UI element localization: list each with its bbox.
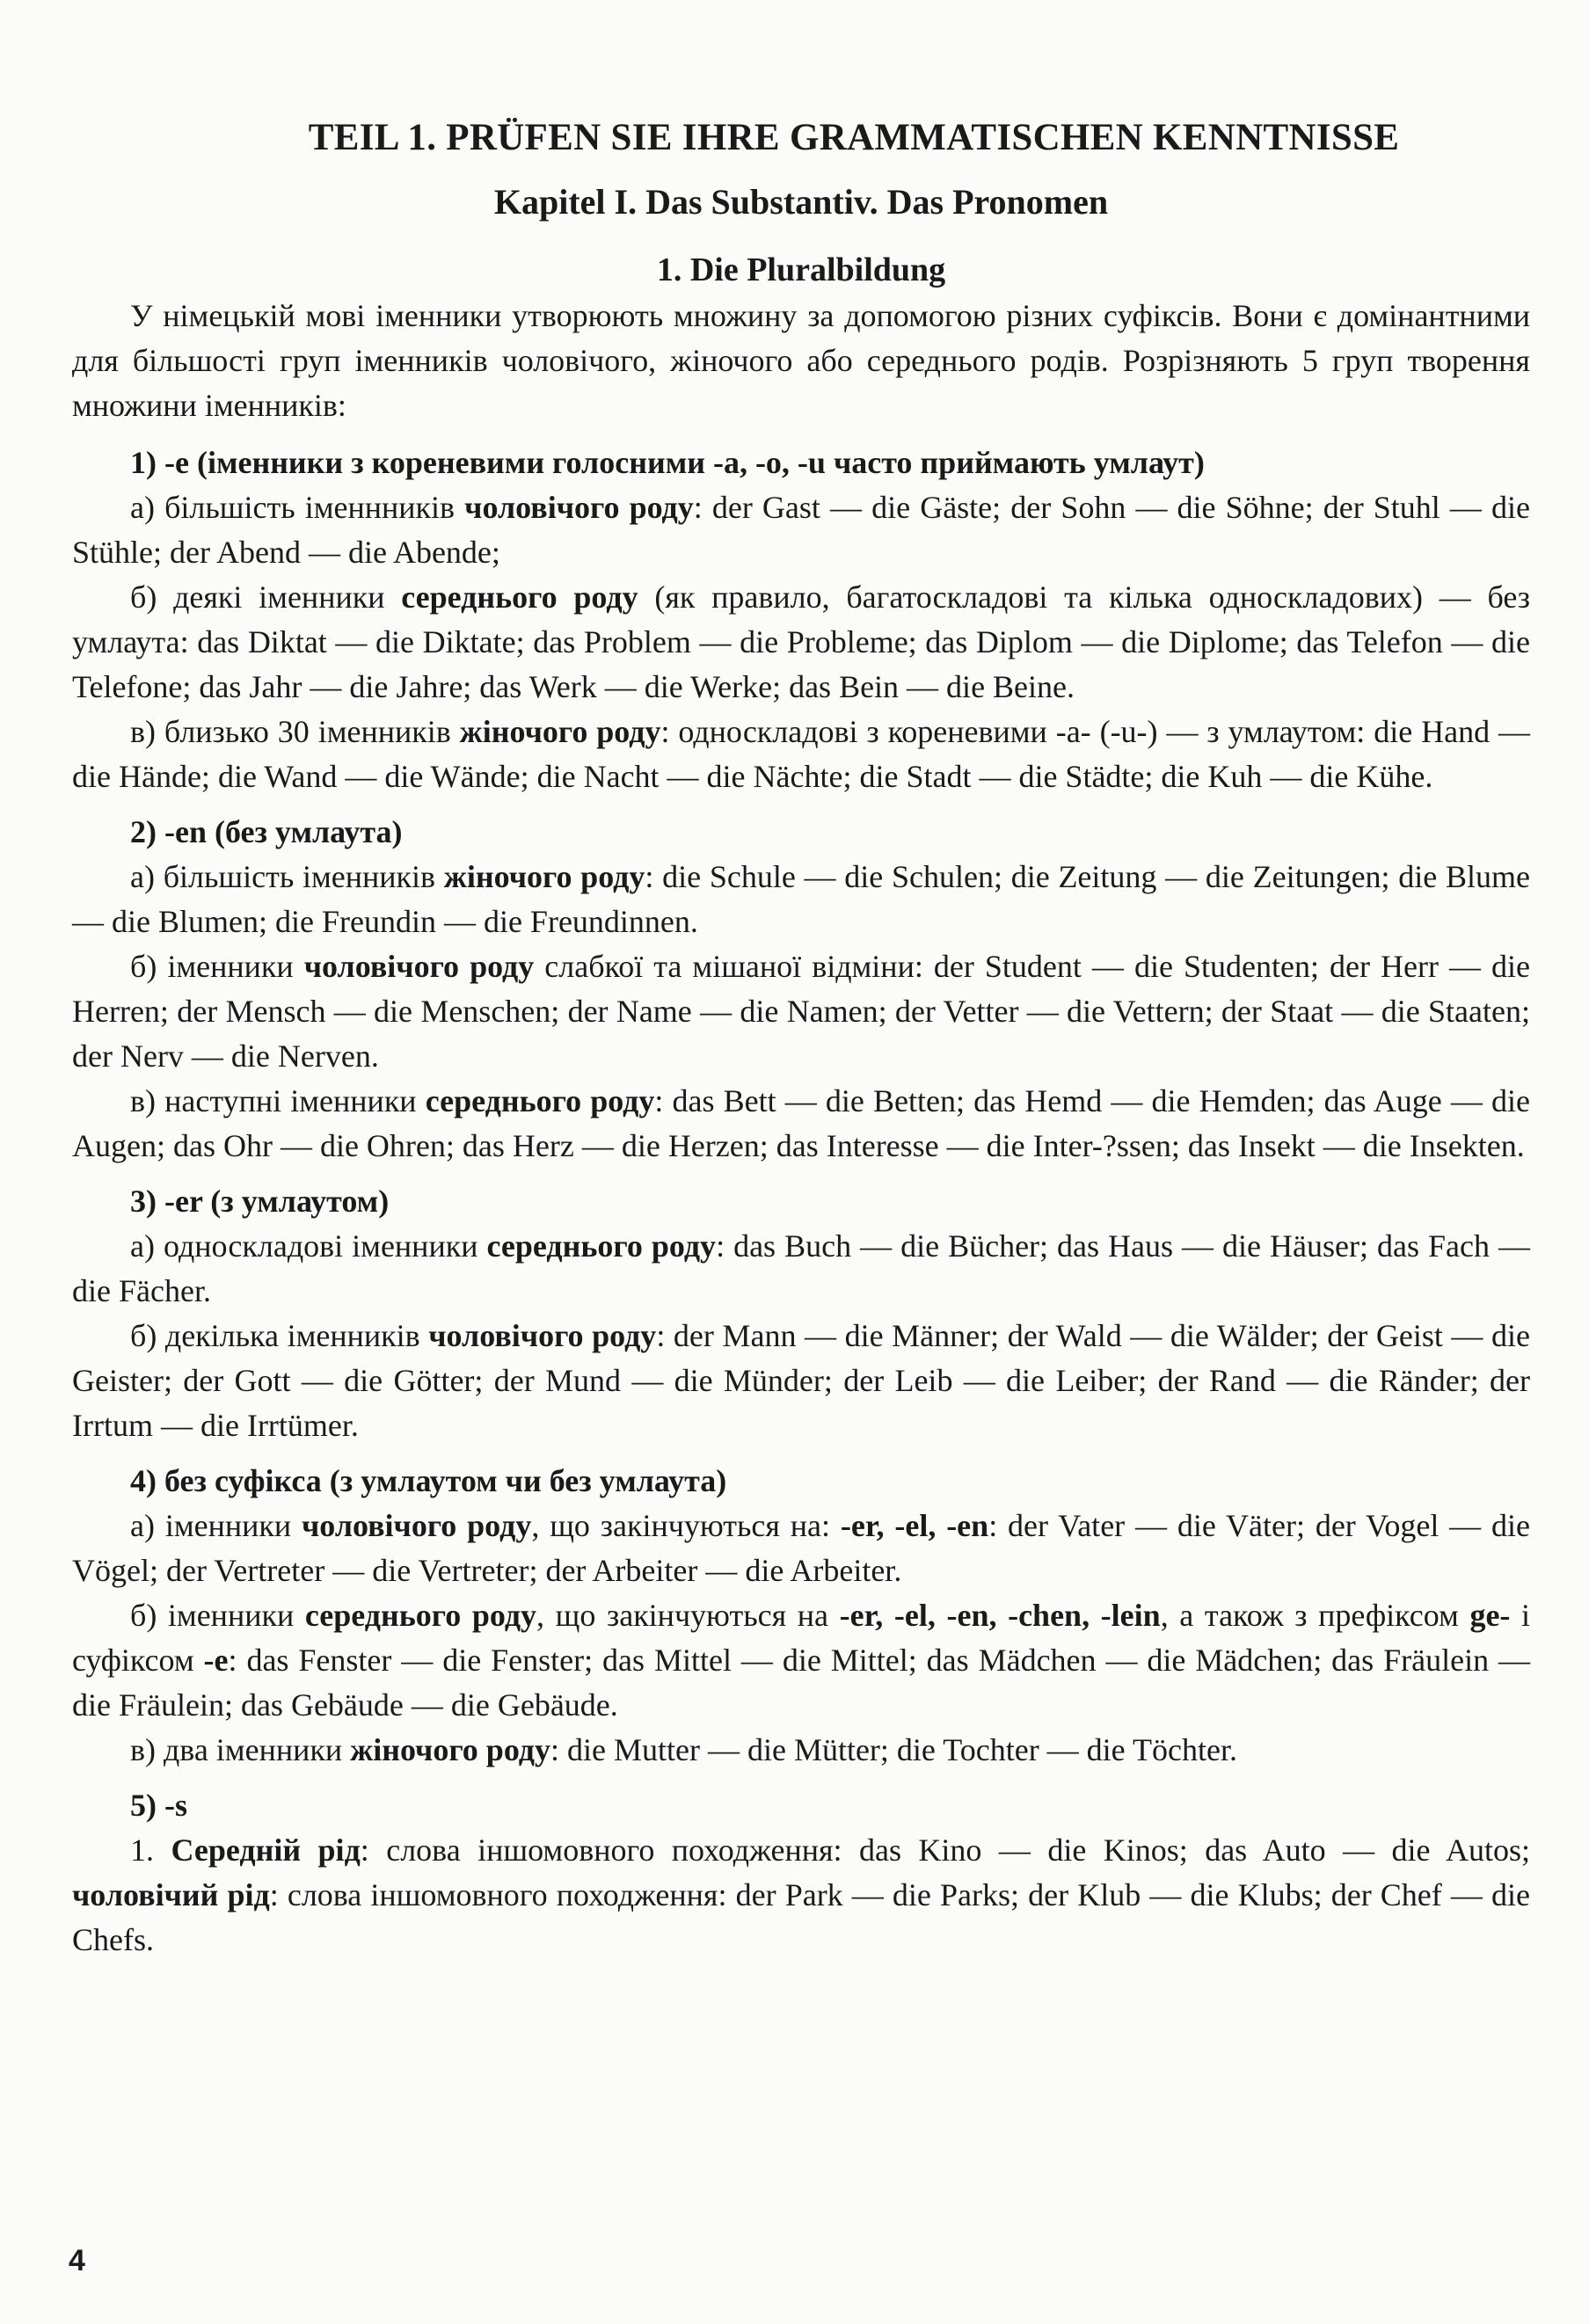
chapter-title: Kapitel I. Das Substantiv. Das Pronomen — [493, 182, 1109, 222]
group-2-item-b: б) іменники чоловічого роду слабкої та мішаної відміни: der Student — die Studenten; der Herr — die Herren; der Mensch — die Menschen; der Name — die Namen; der Vetter — die Vettern; der Staat — die Staaten; der Nerv — die Nerven. — [72, 949, 1530, 1074]
group-4-item-c: в) два іменники жіночого роду: die Mutter — die Mütter; die Tochter — die Töchter. — [130, 1732, 1237, 1767]
group-4-heading: 4) без суфікса (з умлаутом чи без умлаута) — [130, 1463, 727, 1498]
group-4-item-b: б) іменники середнього роду, що закінчуються на -er, -el, -en, -chen, -lein, а також з префіксом ge- і суфіксом -е: das Fenster — die Fenster; das Mittel — die Mittel; das Mädchen — die Mädchen; das Fräulein — die Fräulein; das Gebäude — die Gebäude. — [72, 1598, 1531, 1723]
group-5-heading: 5) -s — [130, 1788, 187, 1823]
page-content — [72, 88, 1530, 1963]
group-3-heading: 3) -er (з умлаутом) — [130, 1184, 390, 1219]
group-1-heading: 1) -е (іменники з кореневими голосними -а, -о, -u часто приймають умлаут) — [130, 445, 1205, 480]
part-title: TEIL 1. PRÜFEN SIE IHRE GRAMMATISCHEN KENNTNISSE — [308, 117, 1400, 158]
intro-paragraph: У німецькій мові іменники утворюють множину за допомогою різних суфіксів. Вони є домінантними для більшості груп іменників чоловічого, жіночого або середнього родів. Розрізняють 5 груп творення множини іменників: — [72, 298, 1530, 423]
group-2-item-a: а) більшість іменників жіночого роду: die Schule — die Schulen; die Zeitung — die Zeitungen; die Blume — die Blumen; die Freundin — die Freundinnen. — [72, 859, 1530, 939]
group-1-item-c: в) близько 30 іменників жіночого роду: односкладові з кореневими -а- (-u-) — з умлаутом: die Hand — die Hände; die Wand — die Wände; die Nacht — die Nächte; die Stadt — die Städte; die Kuh — die Kühe. — [72, 714, 1530, 794]
group-4-item-a: а) іменники чоловічого роду, що закінчуються на: -er, -el, -en: der Vater — die Väter; der Vogel — die Vögel; der Vertreter — die Vertreter; der Arbeiter — die Arbeiter. — [72, 1508, 1530, 1588]
group-3-item-a: а) односкладові іменники середнього роду: das Buch — die Bücher; das Haus — die Häuser; das Fach — die Fächer. — [72, 1228, 1531, 1308]
group-2-heading: 2) -en (без умлаута) — [130, 814, 403, 849]
group-1-item-b: б) деякі іменники середнього роду (як правило, багатоскладові та кілька односкладових) — без умлаута: das Diktat — die Diktate; das Problem — die Probleme; das Diplom — die Diplome; das Telefon — die Telefone; das Jahr — die Jahre; das Werk — die Werke; das Bein — die Beine. — [72, 579, 1531, 704]
group-1-item-a: а) більшість іменнників чоловічого роду: der Gast — die Gäste; der Sohn — die Söhne; der Stuhl — die Stühle; der Abend — die Abende; — [72, 490, 1530, 570]
page-number: 4 — [69, 2244, 85, 2277]
group-3-item-b: б) декілька іменників чоловічого роду: der Mann — die Männer; der Wald — die Wälder; der Geist — die Geister; der Gott — die Götter; der Mund — die Münder; der Leib — die Leiber; der Rand — die Ränder; der Irrtum — die Irrtümer. — [72, 1318, 1530, 1443]
section-title: 1. Die Pluralbildung — [656, 251, 946, 288]
group-5-item-1: 1. Середній рід: слова іншомовного походження: das Kino — die Kinos; das Auto — die Autos; чоловічий рід: слова іншомовного походження: der Park — die Parks; der Klub — die Klubs; der Chef — die Chefs. — [72, 1832, 1531, 1957]
group-2-item-c: в) наступні іменники середнього роду: das Bett — die Betten; das Hemd — die Hemden; das Auge — die Augen; das Ohr — die Ohren; das Herz — die Herzen; das Interesse — die Inter-?ssen; das Insekt — die Insekten. — [72, 1083, 1530, 1163]
